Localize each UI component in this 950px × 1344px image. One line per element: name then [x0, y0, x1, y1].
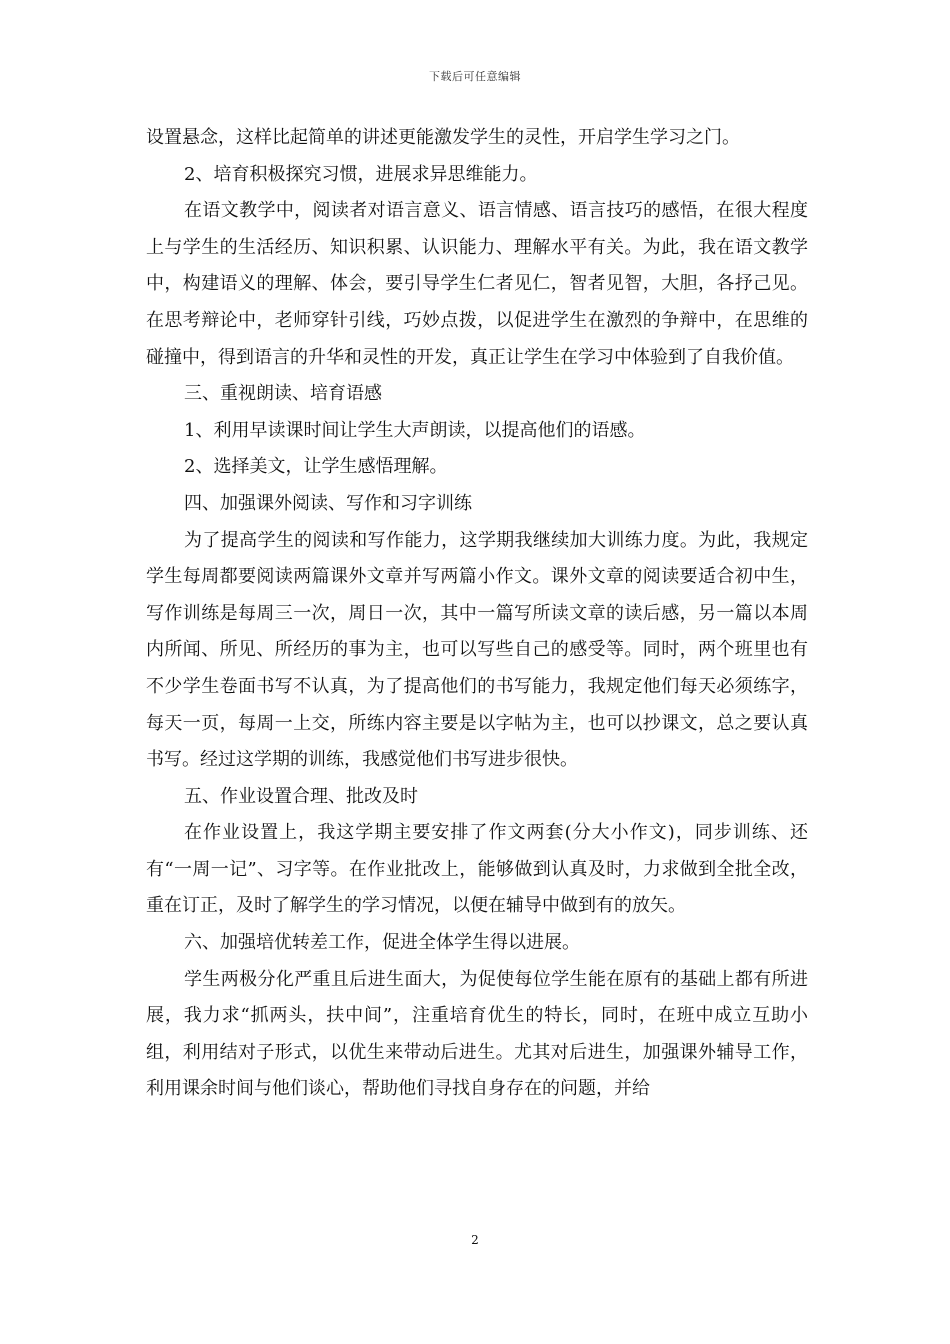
- page-number: 2: [471, 1233, 479, 1247]
- section-heading-4-extracurricular: 四、加强课外阅读、写作和习字训练: [184, 492, 472, 514]
- list-item-1-morning-reading: 1、利用早读课时间让学生大声朗读，以提高他们的语感。: [184, 419, 646, 441]
- list-item-2-select-prose: 2、选择美文，让学生感悟理解。: [184, 456, 448, 478]
- paragraph-reading-comprehension: 在语文教学中，阅读者对语言意义、语言情感、语言技巧的感悟，在很大程度上与学生的生活经历、知识积累、认识能力、理解水平有关。为此，我在语文教学中，构建语义的理解、体会，要引导学生仁者见仁，智者见智，大胆，各抒己见。在思考辩论中，老师穿针引线，巧妙点拨，以促进学生在激烈的争辩中，在思维的碰撞中，得到语言的升华和灵性的开发，真正让学生在学习中体验到了自我价值。: [146, 200, 808, 368]
- paragraph-reading-writing-training: 为了提高学生的阅读和写作能力，这学期我继续加大训练力度。为此，我规定学生每周都要阅读两篇课外文章并写两篇小作文。课外文章的阅读要适合初中生，写作训练是每周三一次，周日一次，其中一篇写所读文章的读后感，另一篇以本周内所闻、所见、所经历的事为主，也可以写些自己的感受等。同时，两个班里也有不少学生卷面书写不认真，为了提高他们的书写能力，我规定他们每天必须练字，每天一页，每周一上交，所练内容主要是以字帖为主，也可以抄课文，总之要认真书写。经过这学期的训练，我感觉他们书写进步很快。: [146, 529, 808, 771]
- paragraph-homework-setting: 在作业设置上，我这学期主要安排了作文两套(分大小作文)，同步训练、还有“一周一记”、习字等。在作业批改上，能够做到认真及时，力求做到全批全改，重在订正，及时了解学生的学习情况，以便在辅导中做到有的放矢。: [146, 822, 808, 917]
- section-heading-3-reading-aloud: 三、重视朗读、培育语感: [184, 383, 382, 405]
- paragraph-continuation: 设置悬念，这样比起简单的讲述更能激发学生的灵性，开启学生学习之门。: [146, 127, 740, 148]
- section-heading-6-tutoring: 六、加强培优转差工作，促进全体学生得以进展。: [184, 932, 580, 954]
- section-heading-5-homework: 五、作业设置合理、批改及时: [184, 785, 418, 807]
- page-header: 下载后可任意编辑: [429, 70, 521, 83]
- document-body: [146, 120, 808, 1108]
- paragraph-tutoring-work: 学生两极分化严重且后进生面大，为促使每位学生能在原有的基础上都有所进展，我力求“抓两头，扶中间”，注重培育优生的特长，同时，在班中成立互助小组，利用结对子形式，以优生来带动后进生。尤其对后进生，加强课外辅导工作，利用课余时间与他们谈心，帮助他们寻找自身存在的问题，并给: [146, 968, 808, 1100]
- subheading-2-inquiry-habits: 2、培育积极探究习惯，进展求异思维能力。: [184, 163, 538, 185]
